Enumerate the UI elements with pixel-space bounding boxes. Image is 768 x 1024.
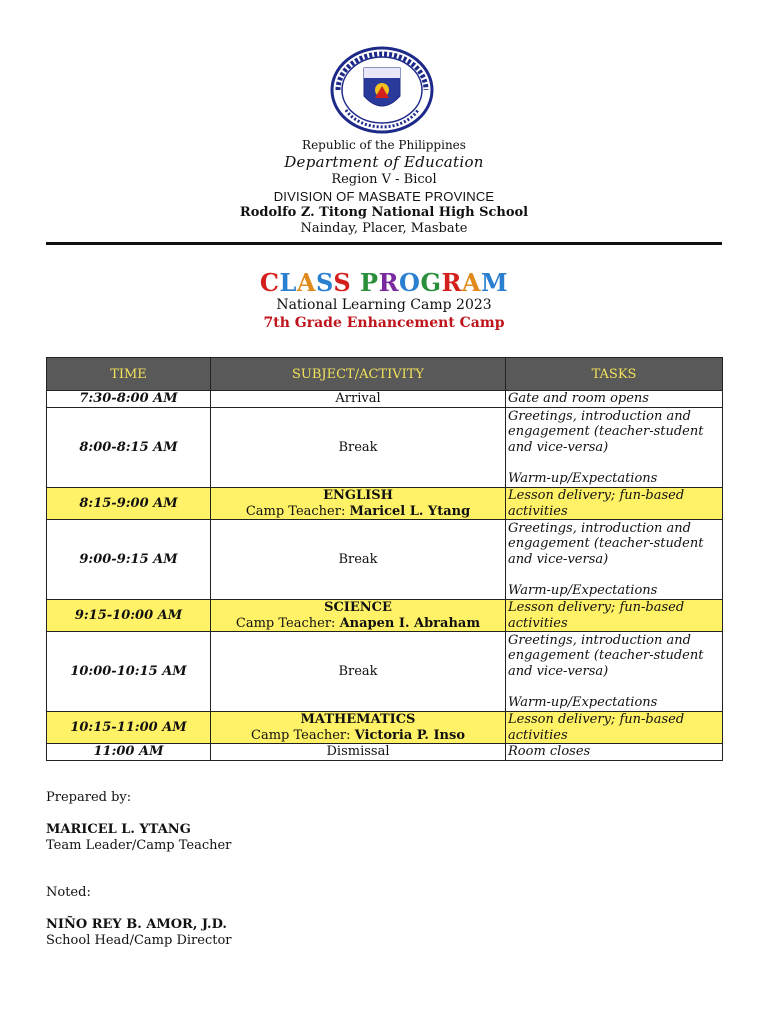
title-letter: O — [399, 268, 421, 297]
tasks-cell — [506, 600, 723, 632]
task-line: Greetings, introduction and engagement (teacher-student and vice-versa) — [508, 632, 704, 679]
title-letter: R — [441, 268, 462, 297]
time-cell: 7:30-8:00 AM — [47, 391, 211, 408]
subject-cell — [211, 600, 506, 632]
title-letter: S — [316, 268, 334, 297]
task-line: Lesson delivery; fun-based activities — [508, 600, 685, 631]
subject-name: SCIENCE — [324, 600, 392, 615]
task-line: Room closes — [508, 744, 591, 760]
title-letter — [351, 268, 360, 297]
title-letter: L — [279, 268, 297, 297]
subject-cell — [211, 488, 506, 520]
tasks-cell — [506, 744, 723, 761]
time-cell: 8:15-9:00 AM — [47, 488, 211, 520]
region-line: Region V - Bicol — [331, 172, 437, 187]
task-line: Gate and room opens — [508, 391, 649, 407]
task-line: Greetings, introduction and engagement (teacher-student and vice-versa) — [508, 408, 704, 455]
subject-cell: Dismissal — [211, 744, 506, 761]
title-letter: M — [481, 268, 509, 297]
subject-cell: Break — [211, 632, 506, 712]
tasks-cell — [506, 520, 723, 600]
tasks-cell — [506, 712, 723, 744]
title-letter: G — [420, 268, 442, 297]
time-cell: 9:15-10:00 AM — [47, 600, 211, 632]
subject-cell: Break — [211, 408, 506, 488]
table-header-row — [47, 358, 723, 391]
teacher-prefix: Camp Teacher: — [245, 503, 350, 519]
time-cell: 11:00 AM — [47, 744, 211, 761]
subject-name: MATHEMATICS — [300, 712, 416, 727]
noted-by-label: Noted: — [46, 885, 91, 900]
task-line: Greetings, introduction and engagement (teacher-student and vice-versa) — [508, 520, 704, 567]
deped-seal-logo — [330, 46, 434, 134]
prepared-by-role: Team Leader/Camp Teacher — [46, 838, 232, 853]
table-row — [47, 632, 723, 712]
time-cell: 8:00-8:15 AM — [47, 408, 211, 488]
division-line: DIVISION OF MASBATE PROVINCE — [273, 189, 495, 204]
school-name: Rodolfo Z. Titong National High School — [239, 205, 529, 220]
school-address: Nainday, Placer, Masbate — [300, 221, 468, 236]
program-subtitle: National Learning Camp 2023 — [276, 297, 492, 313]
task-line — [508, 455, 720, 471]
task-line: Warm-up/Expectations — [508, 470, 658, 486]
task-line: Lesson delivery; fun-based activities — [508, 488, 685, 519]
teacher-name: Maricel L. Ytang — [349, 503, 471, 519]
camp-name: 7th Grade Enhancement Camp — [263, 315, 505, 331]
prepared-by-label: Prepared by: — [46, 790, 132, 805]
tasks-cell — [506, 391, 723, 408]
title-letter: C — [259, 268, 280, 297]
tasks-cell — [506, 408, 723, 488]
task-line — [508, 679, 720, 695]
teacher-prefix: Camp Teacher: — [251, 727, 355, 743]
schedule-table — [46, 357, 723, 761]
task-line: Lesson delivery; fun-based activities — [508, 712, 685, 743]
title-letter: R — [378, 268, 400, 297]
time-cell: 10:15-11:00 AM — [47, 712, 211, 744]
teacher-name: Anapen I. Abraham — [339, 615, 481, 631]
subject-cell — [211, 712, 506, 744]
task-line — [508, 567, 720, 583]
header-subject: SUBJECT/ACTIVITY — [211, 358, 506, 391]
task-line: Warm-up/Expectations — [508, 582, 658, 598]
task-line: Warm-up/Expectations — [508, 694, 658, 710]
subject-name: ENGLISH — [323, 488, 393, 503]
title-letter: P — [360, 268, 379, 297]
table-row — [47, 408, 723, 488]
noted-by-name: NIÑO REY B. AMOR, J.D. — [46, 917, 227, 932]
title-letter: S — [333, 268, 352, 297]
title-letter: A — [296, 268, 317, 297]
tasks-cell — [506, 632, 723, 712]
teacher-name: Victoria P. Inso — [354, 727, 465, 743]
table-row — [47, 391, 723, 408]
noted-by-role: School Head/Camp Director — [46, 933, 232, 948]
subject-cell: Break — [211, 520, 506, 600]
table-row — [47, 520, 723, 600]
table-row — [47, 488, 723, 520]
table-row — [47, 744, 723, 761]
time-cell: 9:00-9:15 AM — [47, 520, 211, 600]
department-line: Department of Education — [284, 153, 484, 171]
time-cell: 10:00-10:15 AM — [47, 632, 211, 712]
table-row — [47, 600, 723, 632]
header-tasks: TASKS — [506, 358, 723, 391]
title-letter: A — [461, 268, 482, 297]
prepared-by-name: MARICEL L. YTANG — [46, 822, 191, 837]
republic-line: Republic of the Philippines — [302, 138, 466, 152]
tasks-cell — [506, 488, 723, 520]
subject-cell: Arrival — [211, 391, 506, 408]
teacher-prefix: Camp Teacher: — [235, 615, 340, 631]
header-divider — [46, 242, 722, 245]
header-time: TIME — [47, 358, 211, 391]
class-program-title — [0, 268, 768, 297]
table-row — [47, 712, 723, 744]
